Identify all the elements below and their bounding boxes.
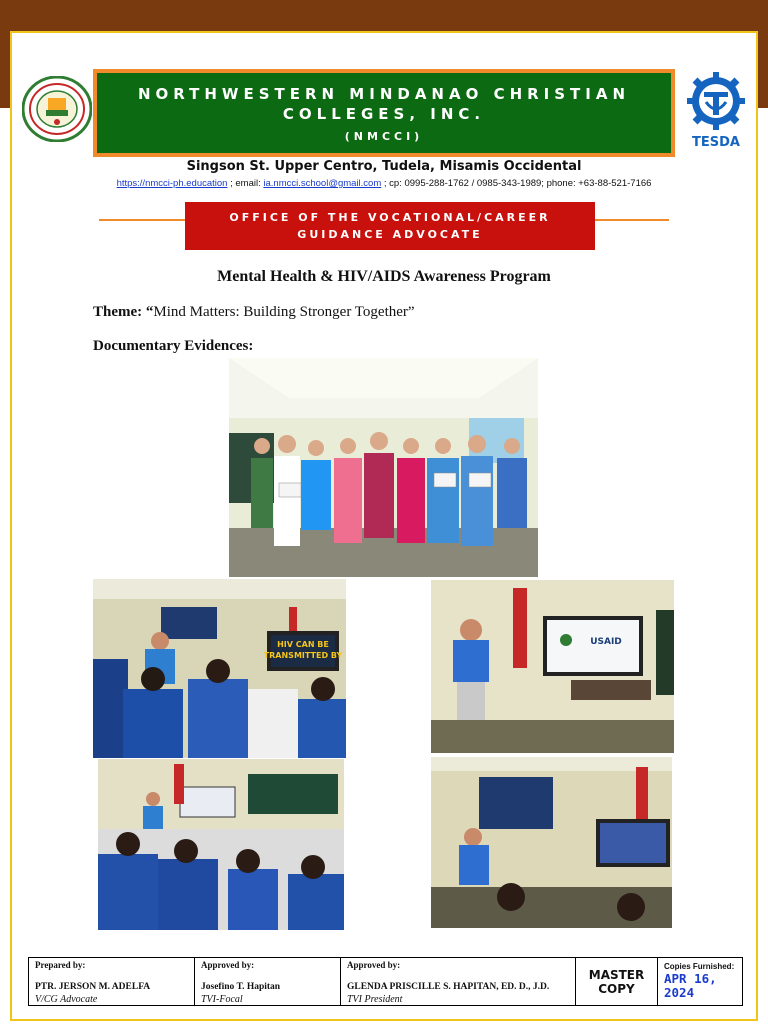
approved-by-role-1: TVI-Focal bbox=[201, 994, 243, 1005]
master-copy-line1: MASTER bbox=[588, 967, 645, 982]
prepared-by-label: Prepared by: bbox=[35, 960, 86, 970]
approved-by-label-1: Approved by: bbox=[201, 960, 255, 970]
prepared-by-name: PTR. JERSON M. ADELFA bbox=[35, 982, 151, 992]
classroom-photo-chalkboard bbox=[98, 759, 344, 930]
prepared-by-cell bbox=[29, 958, 195, 1005]
prepared-by-role: V/CG Advocate bbox=[35, 994, 98, 1005]
copies-date-line2: 2024 bbox=[664, 985, 695, 1000]
approved-by-role-2: TVI President bbox=[347, 994, 403, 1005]
approved-by-cell-1 bbox=[195, 958, 341, 1005]
approved-by-cell-2 bbox=[341, 958, 576, 1005]
approved-by-label-2: Approved by: bbox=[347, 960, 401, 970]
office-title-line1: OFFICE OF THE VOCATIONAL/CAREER bbox=[229, 211, 551, 224]
contact-line bbox=[0, 178, 768, 189]
hiv-slide-line2: TRANSMITTED BY bbox=[263, 651, 343, 660]
group-photo bbox=[229, 358, 538, 577]
theme-line bbox=[93, 304, 415, 321]
phone-numbers: ; cp: 0995-288-1762 / 0985-343-1989; phone: +63-88-521-7166 bbox=[381, 178, 652, 189]
copies-furnished-cell bbox=[658, 958, 742, 1005]
orange-rule-left bbox=[99, 219, 185, 221]
copies-date-line1: APR 16, bbox=[664, 971, 717, 986]
office-banner bbox=[185, 202, 595, 250]
copies-furnished-label: Copies Furnished: bbox=[664, 962, 735, 971]
hiv-slide-line1: HIV CAN BE bbox=[277, 640, 329, 649]
theme-label: Theme: “ bbox=[93, 304, 154, 320]
speaker-photo-poster bbox=[431, 757, 672, 928]
master-copy-cell bbox=[576, 958, 658, 1005]
website-link[interactable]: https://nmcci-ph.education bbox=[116, 178, 228, 189]
office-title-line2: GUIDANCE ADVOCATE bbox=[297, 228, 483, 241]
master-copy-line2: COPY bbox=[598, 981, 635, 996]
institution-address: Singson St. Upper Centro, Tudela, Misamis Occidental bbox=[186, 159, 582, 174]
school-seal-logo bbox=[22, 76, 92, 142]
usaid-slide-label: USAID bbox=[590, 637, 622, 647]
tesda-logo bbox=[684, 70, 748, 150]
institution-name: NORTHWESTERN MINDANAO CHRISTIAN COLLEGES, INC. bbox=[137, 84, 631, 123]
institution-abbreviation: (NMCCI) bbox=[344, 129, 424, 143]
email-prefix: ; email: bbox=[227, 178, 264, 189]
documentary-evidences-label: Documentary Evidences: bbox=[93, 338, 254, 354]
orange-rule-right bbox=[595, 219, 669, 221]
approved-by-name-1: Josefino T. Hapitan bbox=[201, 982, 281, 992]
tesda-logo-text: TESDA bbox=[692, 135, 740, 150]
copies-furnished-date bbox=[664, 972, 717, 1000]
program-title: Mental Health & HIV/AIDS Awareness Program bbox=[217, 268, 551, 285]
institution-title-box bbox=[93, 69, 675, 157]
approved-by-name-2: GLENDA PRISCILLE S. HAPITAN, ED. D., J.D. bbox=[347, 982, 550, 992]
speaker-photo-hiv-slide bbox=[93, 579, 346, 758]
email-link[interactable]: ia.nmcci.school@gmail.com bbox=[263, 178, 382, 189]
signature-table bbox=[28, 957, 743, 1006]
theme-value: Mind Matters: Building Stronger Together” bbox=[153, 304, 415, 320]
speaker-photo-usaid-slide bbox=[431, 580, 674, 753]
